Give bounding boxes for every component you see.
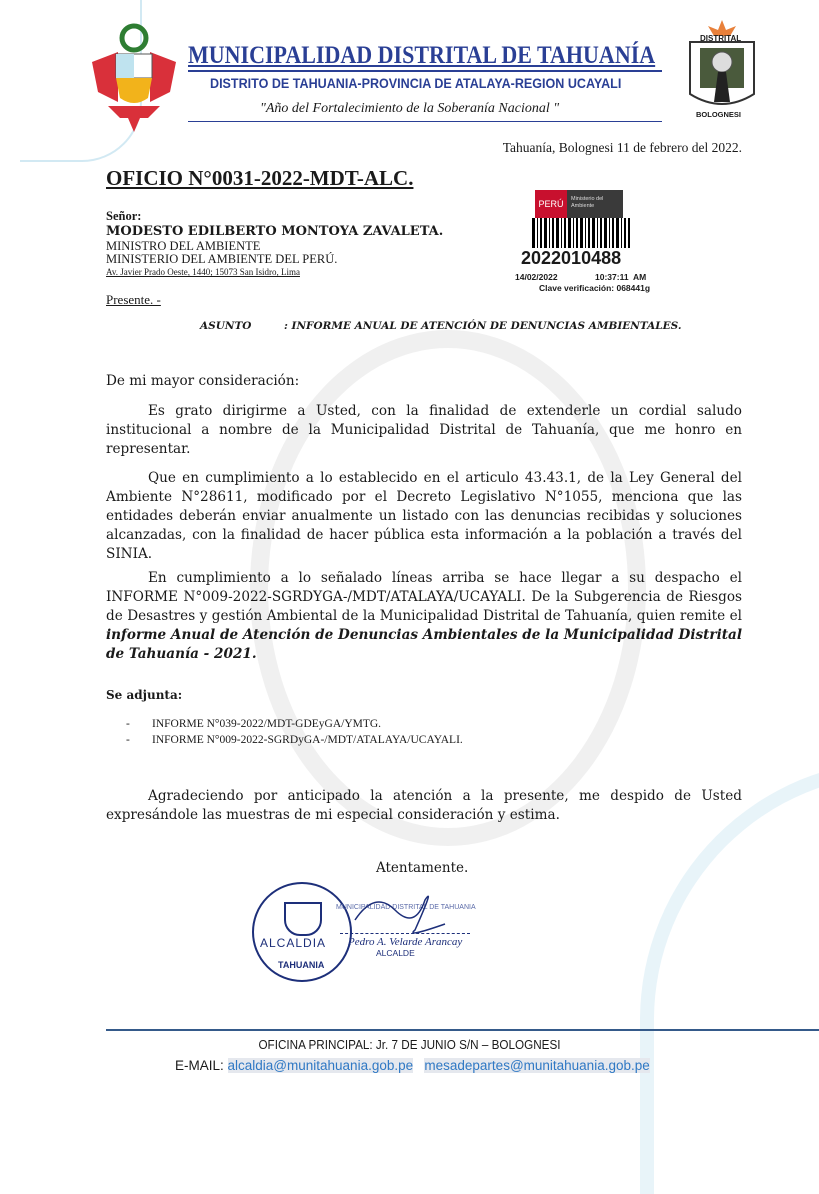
stamp-time: 10:37:11 AM — [595, 272, 647, 282]
asunto-label: ASUNTO — [200, 320, 252, 332]
paragraph-1: Es grato dirigirme a Usted, con la finalidad de extenderle un cordial saludo institucional a nombre de la Municipalidad Distrital de Tahuanía, que me honro en representar. — [106, 403, 742, 457]
signer-name: Pedro A. Velarde Arancay — [348, 936, 463, 948]
year-motto: "Año del Fortalecimiento de la Soberanía Nacional " — [260, 101, 560, 116]
seal-bottom-text: TAHUANIA — [278, 960, 325, 970]
stamp-verification: Clave verificación: 068441g — [539, 283, 651, 293]
signature-line — [340, 933, 470, 934]
header-rule — [188, 70, 662, 72]
official-seal — [252, 882, 352, 982]
header-rule — [188, 121, 662, 122]
handwritten-signature — [345, 880, 465, 940]
ministry-banner — [535, 190, 623, 218]
paragraph-3-emphasis: informe Anual de Atención de Denuncias Ambientales de la Municipalidad Distrital de Tahuanía - 2021. — [106, 627, 742, 662]
greeting: De mi mayor consideración: — [106, 373, 300, 389]
closing-paragraph: Agradeciendo por anticipado la atención a la presente, me despido de Usted expresándole las muestras de mi especial consideración y estima. — [106, 788, 742, 823]
paragraph-2: Que en cumplimiento a lo establecido en el articulo 43.43.1, de la Ley General del Ambiente N°28611, modificado por el Decreto Legislativo N°1055, menciona que las entidades deberán enviar anualmente un listado con las denuncias recibidas y soluciones alcanzadas, con la finalidad de hacer pública esta información a la población a través del SINIA. — [106, 470, 742, 562]
presente: Presente. - — [106, 292, 161, 307]
background-pattern — [640, 760, 819, 1194]
asunto-text: : INFORME ANUAL DE ATENCIÓN DE DENUNCIAS AMBIENTALES. — [284, 320, 682, 332]
attachments-label: Se adjunta: — [106, 688, 183, 702]
attachment-text: INFORME N°039-2022/MDT-GDEyGA/YMTG. — [152, 718, 382, 730]
attachment-item: - INFORME N°009-2022-SGRDyGA-/MDT/ATALAYA/UCAYALI. — [126, 734, 463, 746]
reception-stamp — [515, 190, 679, 302]
attachment-text: INFORME N°009-2022-SGRDyGA-/MDT/ATALAYA/UCAYALI. — [152, 734, 463, 746]
barcode — [532, 218, 630, 248]
footer-rule — [106, 1029, 819, 1031]
email-mesadepartes-link[interactable]: mesadepartes@munitahuania.gob.pe — [424, 1058, 650, 1073]
district-shield-logo — [682, 18, 762, 122]
sign-off: Atentamente. — [376, 860, 469, 876]
ministry-name: Ministerio del Ambiente — [571, 196, 604, 209]
seal-center-text: ALCALDIA — [260, 936, 327, 950]
paragraph-3-text: En cumplimiento a lo señalado líneas arriba se hace llegar a su despacho el INFORME N°009-2022-SGRDYGA-/MDT/ATALAYA/UCAYALI. De la Subgerencia de Riesgos de Desastres y gestión Ambiental de la Municipalidad Distrital de Tahuanía, quien remite el — [106, 570, 742, 624]
seal-emblem-icon — [284, 902, 322, 936]
letter-date: Tahuanía, Bolognesi 11 de febrero del 2022. — [502, 140, 742, 155]
footer-office: OFICINA PRINCIPAL: Jr. 7 DE JUNIO S/N – BOLOGNESI — [258, 1037, 561, 1052]
recipient-institution: MINISTERIO DEL AMBIENTE DEL PERÚ. — [106, 252, 338, 266]
footer-email — [175, 1058, 650, 1073]
recipient-address: Av. Javier Prado Oeste, 1440; 15073 San Isidro, Lima — [106, 267, 300, 277]
signature-stamp-line: MUNICIPALIDAD DISTRITAL DE TAHUANIA — [336, 904, 476, 911]
attachment-item: - INFORME N°039-2022/MDT-GDEyGA/YMTG. — [126, 718, 382, 730]
recipient-name: MODESTO EDILBERTO MONTOYA ZAVALETA. — [106, 224, 444, 239]
oficio-number: OFICIO N°0031-2022-MDT-ALC. — [106, 166, 414, 190]
email-alcaldia-link[interactable]: alcaldia@munitahuania.gob.pe — [227, 1058, 414, 1073]
logo-text-top: DISTRITAL — [700, 34, 742, 43]
attachments-list — [126, 716, 463, 748]
email-label: E-MAIL: — [175, 1058, 224, 1073]
municipality-title: MUNICIPALIDAD DISTRITAL DE TAHUANÍA — [188, 42, 656, 69]
salutation: Señor: — [106, 209, 142, 223]
signer-role: ALCALDE — [376, 948, 415, 958]
municipality-subtitle: DISTRITO DE TAHUANIA-PROVINCIA DE ATALAYA-REGION UCAYALI — [210, 76, 622, 91]
stamp-date: 14/02/2022 — [515, 272, 558, 282]
stamp-number: 2022010488 — [521, 248, 622, 268]
peru-coat-of-arms-logo — [88, 22, 180, 132]
recipient-block — [106, 210, 443, 279]
peru-brand: PERÚ — [535, 190, 567, 218]
recipient-position: MINISTRO DEL AMBIENTE — [106, 239, 261, 253]
paragraph-3 — [106, 569, 742, 664]
logo-text-bottom: BOLOGNESI — [696, 110, 742, 119]
